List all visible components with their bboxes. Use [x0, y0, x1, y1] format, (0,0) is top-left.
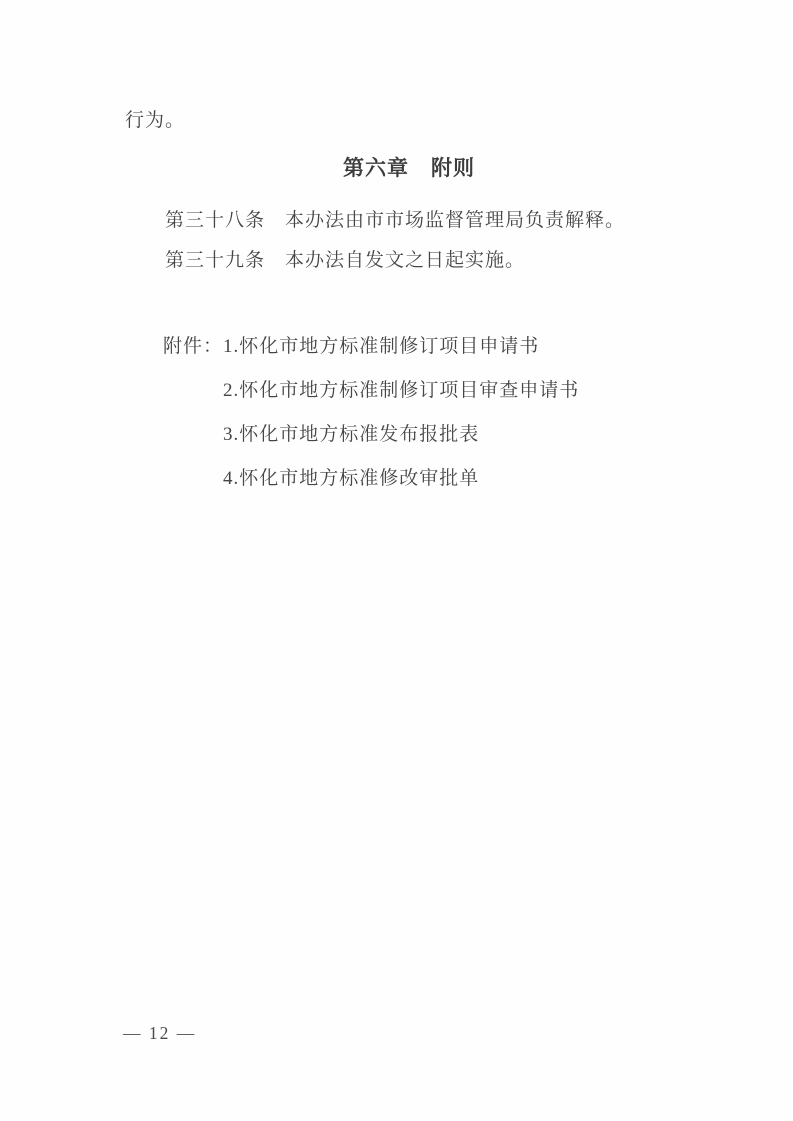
attachments-label: 附件： [163, 336, 224, 357]
attachments-list [223, 325, 579, 501]
article-38: 第三十八条 本办法由市市场监督管理局负责解释。 [165, 210, 626, 231]
paragraph-continuation: 行为。 [125, 110, 186, 131]
article-39: 第三十九条 本办法自发文之日起实施。 [165, 250, 526, 271]
page-number: — 12 — [123, 1023, 197, 1043]
attachment-item-4: 4.怀化市地方标准修改审批单 [223, 468, 480, 489]
articles-block [125, 201, 693, 281]
attachment-item-3: 3.怀化市地方标准发布报批表 [223, 424, 480, 445]
attachment-item-2: 2.怀化市地方标准制修订项目审查申请书 [223, 380, 580, 401]
chapter-heading: 第六章 附则 [343, 157, 475, 180]
attachment-item-1: 1.怀化市地方标准制修订项目申请书 [223, 336, 540, 357]
attachments-block [125, 325, 693, 501]
document-content [125, 108, 693, 501]
